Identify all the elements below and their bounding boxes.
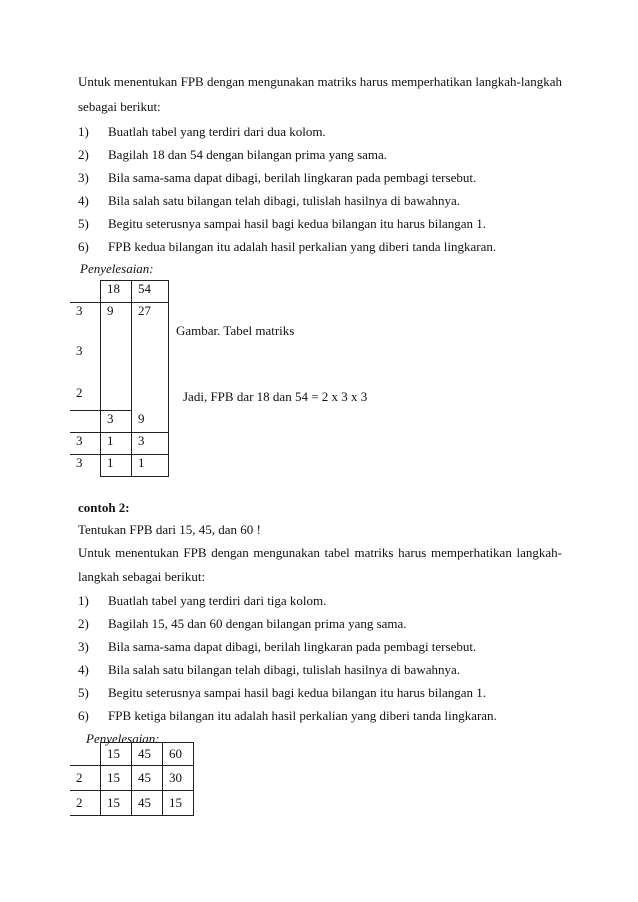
step-number: 6) [78, 708, 89, 723]
step-text: Bila salah satu bilangan telah dibagi, tulislah hasilnya di bawahnya. [108, 662, 460, 677]
step-number: 2) [78, 616, 89, 631]
table-cell: 1 [132, 455, 169, 477]
step-number: 4) [78, 193, 89, 208]
step-number: 6) [78, 239, 89, 254]
step-number: 3) [78, 170, 89, 185]
step-number: 1) [78, 124, 89, 139]
intro-line-2: sebagai berikut: [78, 99, 161, 114]
step-text: Bila salah satu bilangan telah dibagi, tulislah hasilnya di bawahnya. [108, 193, 460, 208]
table-cell: 45 [132, 766, 163, 791]
table-row [70, 766, 194, 791]
table-row [70, 303, 169, 343]
table-cell [101, 385, 132, 411]
table-cell: 15 [101, 791, 132, 816]
table-cell: 9 [101, 303, 132, 343]
intro-line-1: Untuk menentukan FPB dengan mengunakan tabel matriks harus memperhatikan langkah- [78, 545, 562, 560]
table-cell: 54 [132, 281, 169, 303]
step-text: Bagilah 18 dan 54 dengan bilangan prima yang sama. [108, 147, 388, 162]
table-cell: 9 [132, 411, 169, 433]
step-number: 3) [78, 639, 89, 654]
step-number: 5) [78, 685, 89, 700]
table-cell: 30 [163, 766, 194, 791]
table-row [70, 281, 169, 303]
step-text: Begitu seterusnya sampai hasil bagi kedua bilangan itu harus bilangan 1. [108, 216, 486, 231]
figure-caption: Gambar. Tabel matriks [176, 323, 295, 338]
step-number: 5) [78, 216, 89, 231]
table-cell: 3 [132, 433, 169, 455]
table-row [70, 433, 169, 455]
example-heading: contoh 2: [78, 500, 130, 515]
step-text: FPB kedua bilangan itu adalah hasil perkalian yang diberi tanda lingkaran. [108, 239, 497, 254]
question-text: Tentukan FPB dari 15, 45, dan 60 ! [78, 522, 261, 537]
table-cell: 1 [101, 433, 132, 455]
table-cell: 15 [163, 791, 194, 816]
step-text: Buatlah tabel yang terdiri dari dua kolom. [108, 124, 326, 139]
result-text: Jadi, FPB dar 18 dan 54 = 2 x 3 x 3 [183, 389, 368, 404]
table-cell: 2 [70, 766, 101, 791]
table-cell: 45 [132, 743, 163, 766]
table-cell [70, 411, 101, 433]
table-cell: 1 [101, 455, 132, 477]
step-text: Buatlah tabel yang terdiri dari tiga kolom. [108, 593, 327, 608]
step-text: Bagilah 15, 45 dan 60 dengan bilangan prima yang sama. [108, 616, 407, 631]
table-row [70, 411, 169, 433]
step-number: 1) [78, 593, 89, 608]
table-row [70, 343, 169, 385]
table-cell: 3 [76, 342, 83, 358]
step-number: 4) [78, 662, 89, 677]
table-cell [70, 743, 101, 766]
table-cell [70, 281, 101, 303]
table-cell: 18 [101, 281, 132, 303]
step-text: Bila sama-sama dapat dibagi, berilah lingkaran pada pembagi tersebut. [108, 170, 477, 185]
solution-label: Penyelesaian: [86, 731, 160, 746]
table-cell: 27 [132, 303, 169, 343]
table-cell: 15 [101, 743, 132, 766]
table-cell [101, 343, 132, 385]
intro-line-1: Untuk menentukan FPB dengan mengunakan matriks harus memperhatikan langkah-langkah [78, 74, 562, 89]
table-cell: 3 [70, 433, 101, 455]
table-row [70, 743, 194, 766]
table-cell: 45 [132, 791, 163, 816]
table-row [70, 791, 194, 816]
fpb-matrix-table-2 [70, 742, 194, 816]
table-cell: 2 [70, 385, 101, 411]
table-row [70, 455, 169, 477]
table-cell: 2 [70, 791, 101, 816]
table-cell: 60 [163, 743, 194, 766]
table-cell: 3 [76, 455, 83, 470]
step-number: 2) [78, 147, 89, 162]
step-text: Begitu seterusnya sampai hasil bagi kedua bilangan itu harus bilangan 1. [108, 685, 486, 700]
table-cell: 3 [76, 303, 83, 318]
step-text: FPB ketiga bilangan itu adalah hasil perkalian yang diberi tanda lingkaran. [108, 708, 497, 723]
fpb-matrix-table-1 [70, 280, 169, 477]
solution-label: Penyelesaian: [80, 261, 154, 276]
step-text: Bila sama-sama dapat dibagi, berilah lingkaran pada pembagi tersebut. [108, 639, 477, 654]
table-cell [132, 385, 169, 411]
table-cell: 15 [101, 766, 132, 791]
table-cell [132, 343, 169, 385]
table-cell: 3 [101, 411, 132, 433]
table-row [70, 385, 169, 411]
intro-line-2: langkah sebagai berikut: [78, 569, 206, 584]
